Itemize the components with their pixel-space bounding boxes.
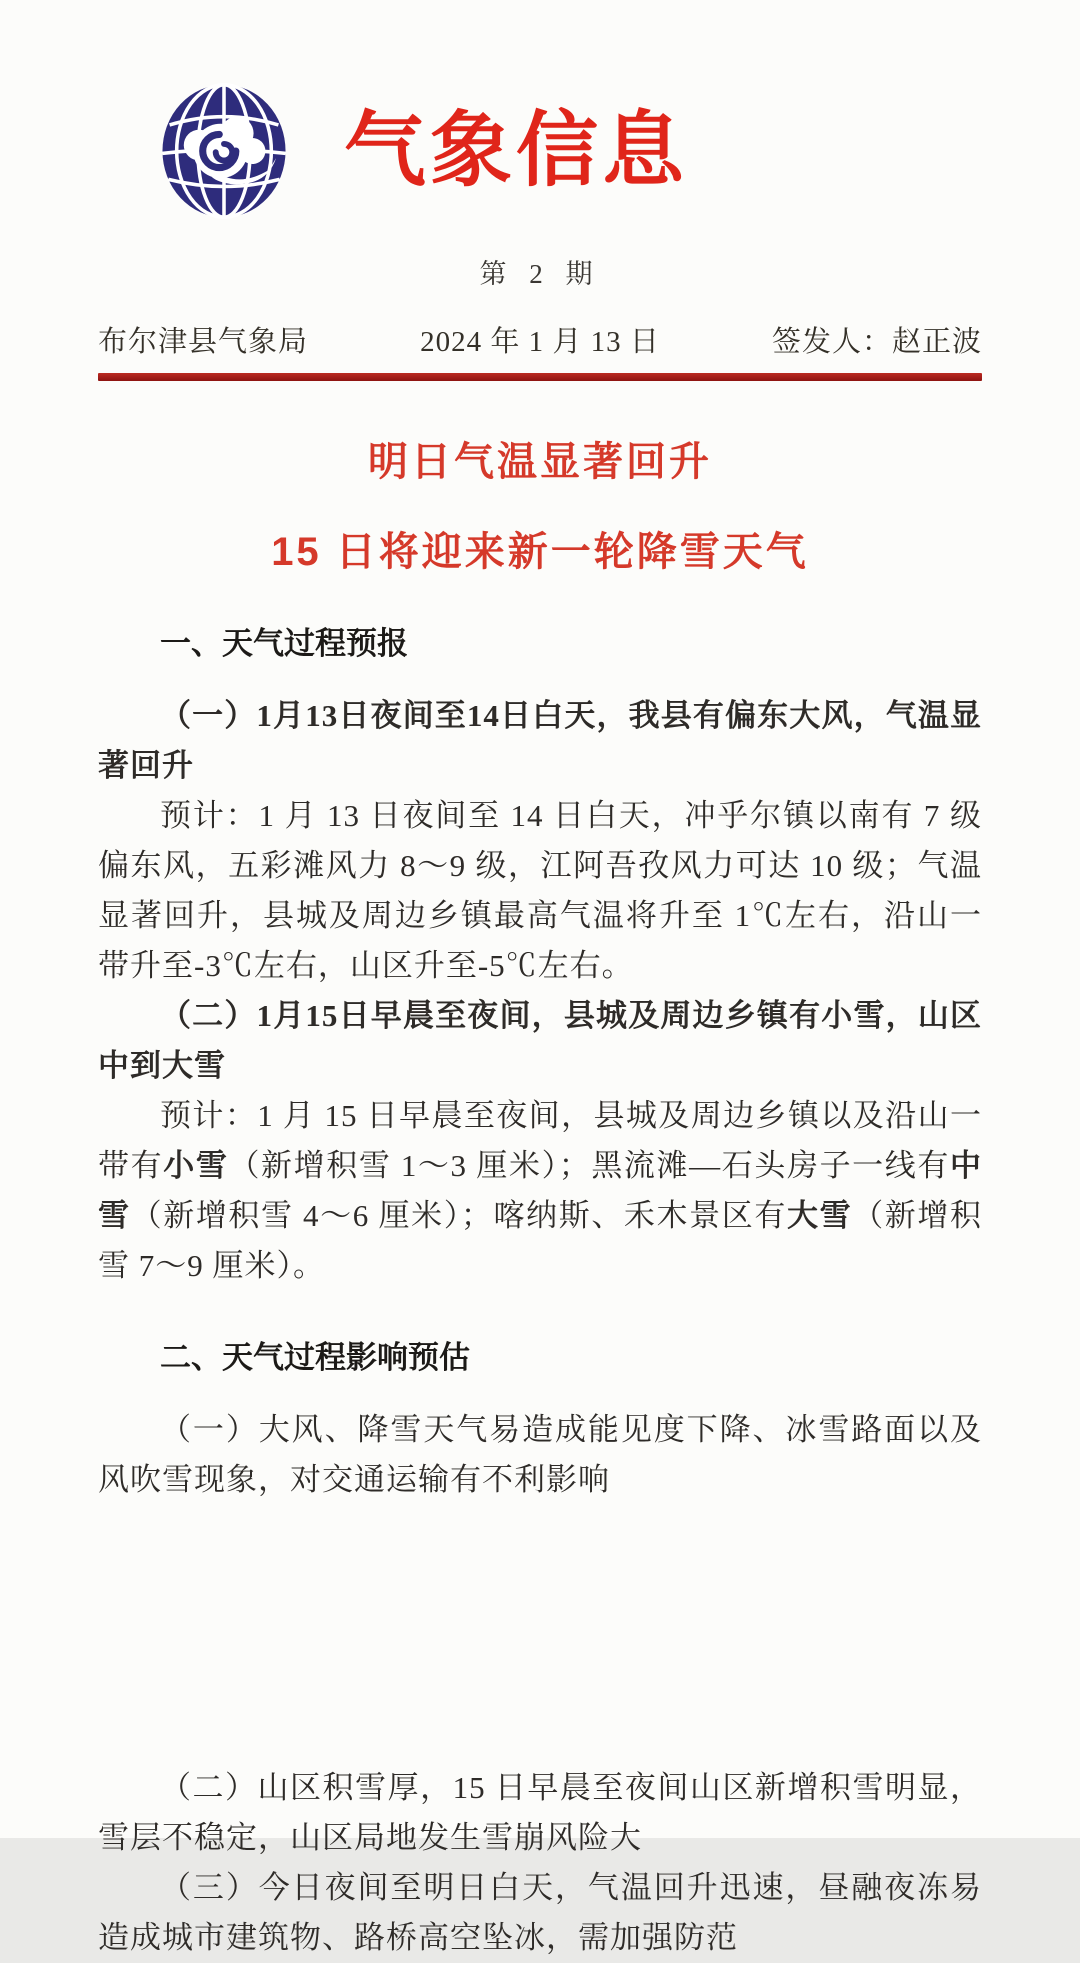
issue-number: 第 2 期 bbox=[479, 259, 601, 289]
section-2-heading: 二、天气过程影响预估 bbox=[160, 1340, 470, 1375]
document-title bbox=[98, 430, 982, 577]
issue-date: 2024 年 1 月 13 日 bbox=[420, 326, 660, 358]
meteorological-cloud-globe-logo-icon bbox=[144, 80, 304, 222]
section-1-heading: 一、天气过程预报 bbox=[160, 626, 408, 661]
section-1-subheading-1: （一）1月13日夜间至14日白天，我县有偏东大风，气温显著回升 bbox=[98, 698, 982, 783]
document-info-row bbox=[98, 319, 982, 360]
document-title-line2: 15 日将迎来新一轮降雪天气 bbox=[271, 530, 809, 574]
issuer-label: 签发人： bbox=[771, 326, 892, 358]
masthead bbox=[144, 0, 982, 222]
section-2-impact-1: （一）大风、降雪天气易造成能见度下降、冰雪路面以及风吹雪现象，对交通运输有不利影响 bbox=[98, 1412, 982, 1497]
masthead-title: 气象信息 bbox=[344, 105, 689, 196]
document-body bbox=[98, 619, 982, 1963]
issuing-org: 布尔津县气象局 bbox=[98, 326, 309, 358]
section-1-forecast-2: 预计：1 月 15 日早晨至夜间，县城及周边乡镇以及沿山一带有小雪（新增积雪 1～3 厘米）；黑流滩—石头房子一线有中雪（新增积雪 4～6 厘米）；喀纳斯、禾木景区有大雪（新增积雪 7～9 厘米）。 bbox=[98, 1098, 983, 1283]
section-1-subheading-2: （二）1月15日早晨至夜间，县城及周边乡镇有小雪，山区中到大雪 bbox=[98, 998, 982, 1083]
document-title-line1: 明日气温显著回升 bbox=[368, 440, 712, 484]
section-2-impact-3: （三）今日夜间至明日白天，气温回升迅速，昼融夜冻易造成城市建筑物、路桥高空坠冰，需加强防范 bbox=[98, 1870, 982, 1955]
red-divider-rule bbox=[98, 373, 982, 381]
section-1-forecast-1: 预计：1 月 13 日夜间至 14 日白天，冲乎尔镇以南有 7 级偏东风，五彩滩风力 8～9 级，江阿吾孜风力可达 10 级；气温显著回升，县城及周边乡镇最高气温将升至 1℃左右，沿山一带升至-3℃左右，山区升至-5℃左右。 bbox=[98, 798, 982, 983]
issuer-name: 赵正波 bbox=[891, 326, 982, 358]
section-2-impact-2: （二）山区积雪厚，15 日早晨至夜间山区新增积雪明显，雪层不稳定，山区局地发生雪崩风险大 bbox=[98, 1770, 982, 1855]
issuer bbox=[772, 319, 982, 360]
